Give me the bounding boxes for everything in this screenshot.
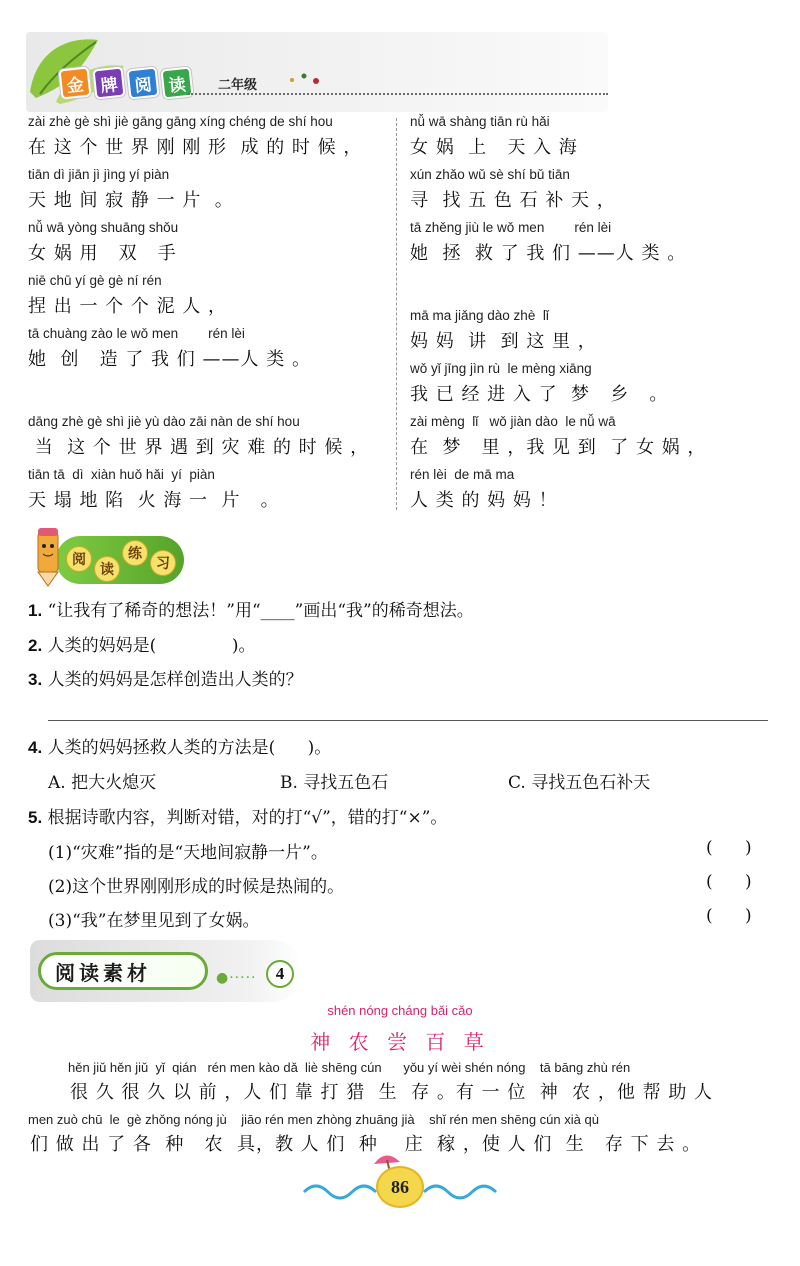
decorative-dots-icon: [288, 72, 328, 86]
pencil-mascot-icon: [30, 522, 66, 588]
pinyin-line: xún zhǎo wǔ sè shí bǔ tiān: [410, 167, 570, 182]
question-1: 1. “让我有了稀奇的想法！”用“____”画出“我”的稀奇想法。: [28, 601, 474, 621]
column-divider: [396, 118, 397, 510]
poem-line: 女 娲 用 双 手: [28, 243, 177, 264]
banner-title: 阅 读 素 材: [38, 952, 208, 990]
pinyin-line: tā chuàng zào le wǒ men rén lèi: [28, 326, 245, 341]
pinyin-line: tā zhěng jiù le wǒ men rén lèi: [410, 220, 612, 235]
pinyin-line: dāng zhè gè shì jiè yù dào zāi nàn de shí hou: [28, 414, 300, 429]
brand-logo: [60, 68, 192, 98]
option-c[interactable]: C. 寻找五色石补天: [508, 773, 651, 793]
brand-char: 金: [59, 67, 92, 100]
pinyin-line: rén lèi de mā ma: [410, 467, 515, 482]
poem-line: 在 这 个 世 界 刚 刚 形 成 的 时 候 ，: [28, 137, 363, 158]
poem-line: 在 梦 里 ，我 见 到 了 女 娲 ，: [410, 437, 707, 458]
pinyin-line: tiān dì jiān jì jìng yí piàn: [28, 167, 170, 182]
pinyin-line: zài mèng lǐ wǒ jiàn dào le nǚ wā: [410, 414, 616, 429]
option-a[interactable]: A. 把大火熄灭: [48, 773, 157, 793]
pinyin-line: hěn jiǔ hěn jiǔ yǐ qián rén men kào dǎ liè shēng cún yǒu yí wèi shén nóng tā bāng zhù rén: [68, 1060, 631, 1075]
judgment-item: (3)“我”在梦里见到了女娲。: [48, 911, 260, 931]
poem-line: 她 拯 救 了 我 们 ——人 类 。: [410, 243, 687, 264]
story-title-pinyin: shén nóng cháng bǎi cǎo: [327, 1003, 473, 1018]
badge-char: 读: [94, 556, 120, 582]
question-3: 3. 人类的妈妈是怎样创造出人类的？: [28, 670, 303, 690]
poem-line: 她 创 造 了 我 们 ——人 类 。: [28, 349, 311, 370]
poem-line: 人 类 的 妈 妈 ！: [410, 490, 558, 511]
brand-char: 读: [161, 67, 194, 100]
story-title: 神 农 尝 百 草: [310, 1030, 490, 1054]
poem-line: 寻 找 五 色 石 补 天 ，: [410, 190, 616, 211]
page-number: 86: [376, 1166, 424, 1208]
judgment-item: (2)这个世界刚刚形成的时候是热闹的。: [48, 877, 345, 897]
pinyin-line: wǒ yǐ jīng jìn rù le mèng xiāng: [410, 361, 592, 376]
pinyin-line: nǚ wā yòng shuāng shǒu: [28, 220, 179, 235]
banner-dots: ●·····: [216, 970, 257, 986]
option-b[interactable]: B. 寻找五色石: [280, 773, 389, 793]
question-2: 2. 人类的妈妈是( )。: [28, 636, 256, 656]
header-divider: [188, 93, 608, 95]
badge-char: 练: [122, 540, 148, 566]
pinyin-line: zài zhè gè shì jiè gāng gāng xíng chéng de shí hou: [28, 114, 333, 129]
poem-line: 捏 出 一 个 个 泥 人 ，: [28, 296, 228, 317]
pinyin-line: mā ma jiǎng dào zhè lǐ: [410, 308, 549, 323]
pinyin-line: nǚ wā shàng tiān rù hǎi: [410, 114, 550, 129]
question-5: 5. 根据诗歌内容，判断对错，对的打“√”，错的打“×”。: [28, 808, 448, 828]
poem-line: 天 塌 地 陷 火 海 一 片 。: [28, 490, 280, 511]
grade-label: 二年级: [218, 78, 258, 93]
poem-line: 我 已 经 进 入 了 梦 乡 。: [410, 384, 669, 405]
answer-parentheses[interactable]: ( ): [706, 872, 752, 892]
section-number: 4: [266, 960, 294, 988]
brand-char: 牌: [93, 67, 126, 100]
answer-parentheses[interactable]: ( ): [706, 906, 752, 926]
judgment-item: (1)“灾难”指的是“天地间寂静一片”。: [48, 843, 328, 863]
answer-parentheses[interactable]: ( ): [706, 838, 752, 858]
poem-line: 当 这 个 世 界 遇 到 灾 难 的 时 候 ，: [28, 437, 370, 458]
story-line: 很 久 很 久 以 前 ，人 们 靠 打 猎 生 存 。有 一 位 神 农 ，他 帮 助 人: [70, 1082, 714, 1103]
story-line: 们 做 出 了 各 种 农 具，教 人 们 种 庄 稼 ，使 人 们 生 存 下 去 。: [30, 1134, 702, 1155]
page-footer: [300, 1150, 500, 1210]
reading-material-banner: [30, 940, 302, 1002]
reading-exercise-badge: [30, 522, 190, 592]
poem-line: 女 娲 上 天 入 海: [410, 137, 578, 158]
answer-line[interactable]: [48, 720, 768, 721]
poem-line: 天 地 间 寂 静 一 片 。: [28, 190, 234, 211]
pinyin-line: men zuò chū le gè zhǒng nóng jù jiāo rén men zhòng zhuāng jià shǐ rén men shēng cún xià qù: [28, 1112, 599, 1127]
question-4: 4. 人类的妈妈拯救人类的方法是( )。: [28, 738, 332, 758]
badge-char: 习: [150, 550, 176, 576]
pinyin-line: tiān tā dì xiàn huǒ hǎi yí piàn: [28, 467, 215, 482]
badge-char: 阅: [66, 546, 92, 572]
poem-line: 妈 妈 讲 到 这 里 ，: [410, 331, 597, 352]
pinyin-line: niē chū yí gè gè ní rén: [28, 273, 162, 288]
brand-char: 阅: [127, 67, 160, 100]
